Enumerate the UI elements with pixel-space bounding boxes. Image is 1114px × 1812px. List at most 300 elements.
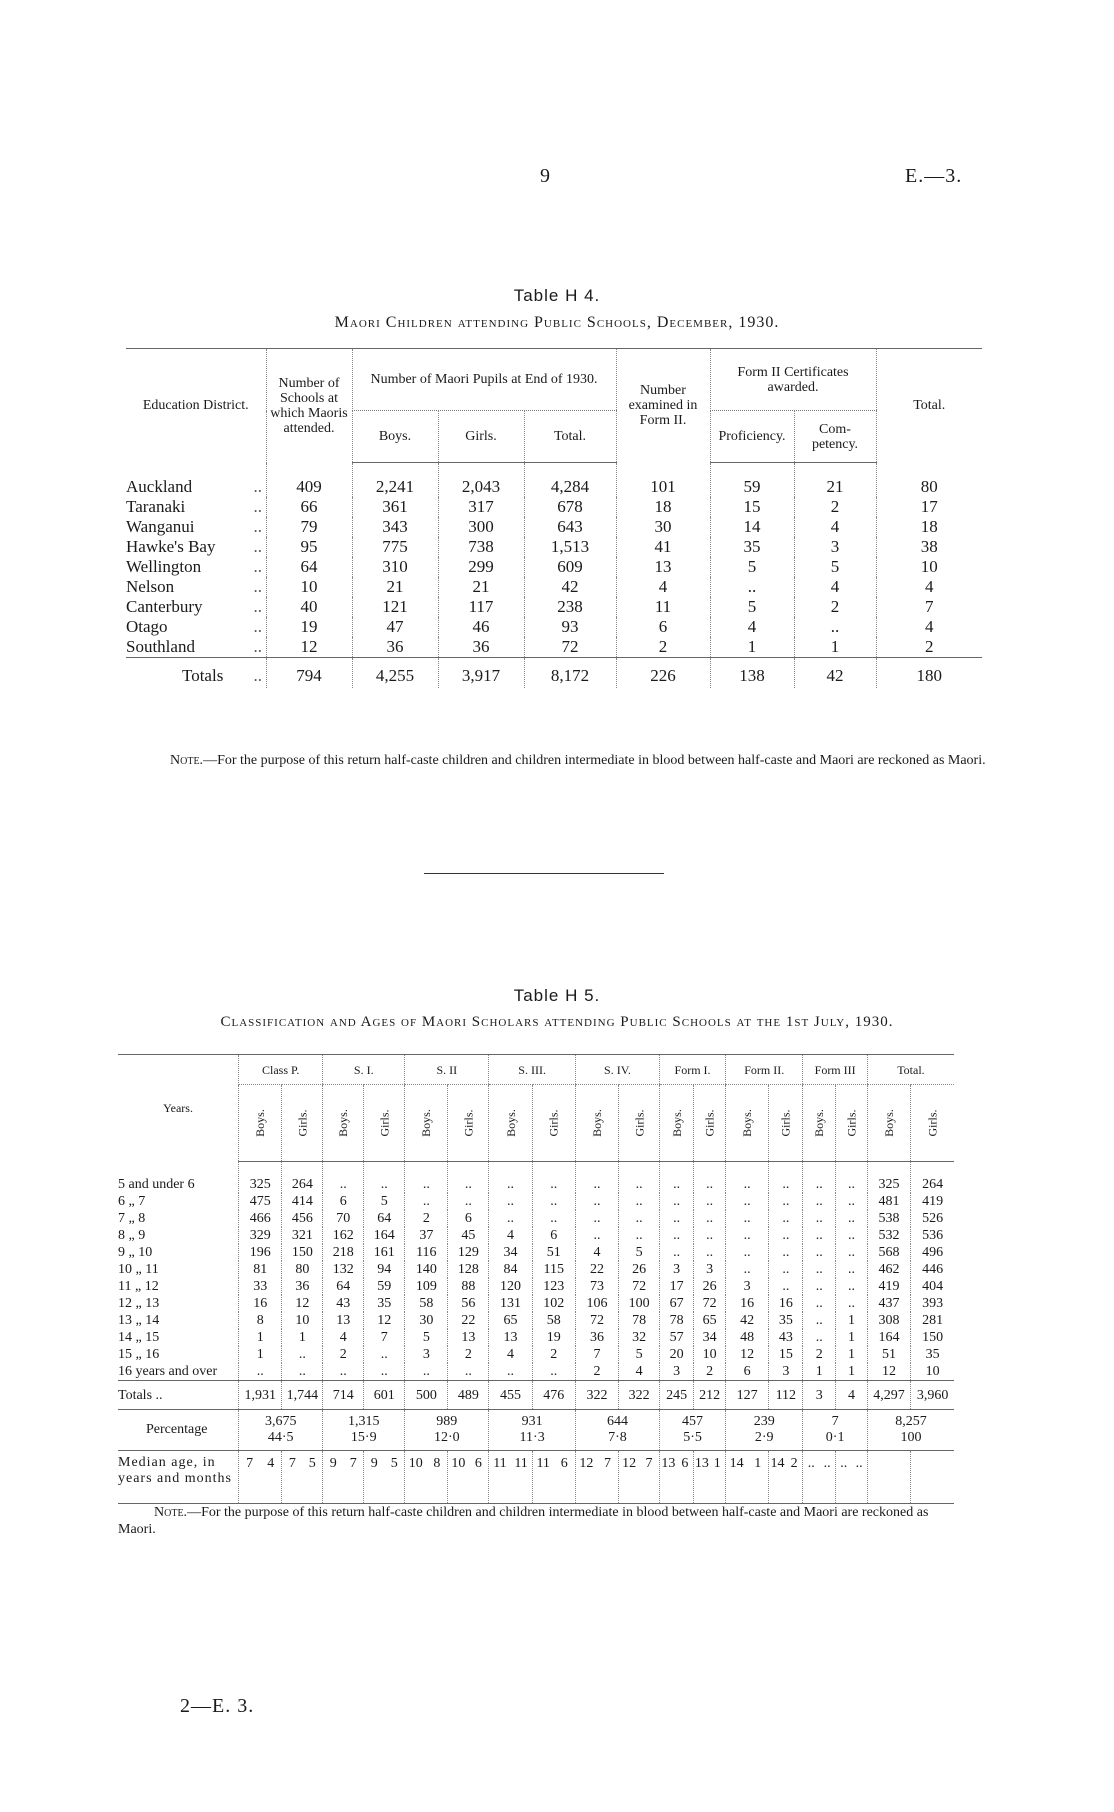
h5-cell: 16: [239, 1295, 282, 1312]
h5-cell: 78: [619, 1312, 660, 1329]
h5-median-cell: [489, 1451, 532, 1504]
h4-head-district: Education District.: [126, 349, 266, 463]
h5-cell: 500: [405, 1381, 448, 1410]
h4-cell: 299: [438, 557, 524, 577]
h4-row: [126, 517, 982, 537]
h5-cell: 56: [448, 1295, 489, 1312]
h5-cell: 526: [911, 1210, 954, 1227]
h4-cell: 80: [876, 463, 982, 498]
h5-cell: ..: [726, 1261, 769, 1278]
h4-row: [126, 617, 982, 637]
h5-cell: 65: [489, 1312, 532, 1329]
page-footer: 2—E. 3.: [180, 1695, 255, 1717]
h4-head-girls: Girls.: [438, 411, 524, 463]
median-months: 7: [349, 1456, 357, 1471]
h5-cell: ..: [694, 1244, 726, 1261]
h4-note: [126, 752, 986, 769]
h5-cell: ..: [803, 1329, 836, 1346]
h5-cell: ..: [726, 1162, 769, 1194]
h5-head-boys: [405, 1085, 448, 1162]
h5-cell: ..: [803, 1312, 836, 1329]
h5-cell: 4: [489, 1346, 532, 1363]
h4-cell: 36: [352, 637, 438, 658]
h5-cell: ..: [405, 1193, 448, 1210]
h5-cell: 475: [239, 1193, 282, 1210]
h5-cell: 73: [575, 1278, 618, 1295]
h4-cell: 361: [352, 497, 438, 517]
median-months: 5: [308, 1456, 316, 1471]
median-years: 9: [329, 1456, 337, 1471]
h5-head-label: Girls.: [778, 1109, 793, 1137]
h5-cell: 12: [364, 1312, 405, 1329]
h5-cell: 2: [803, 1346, 836, 1363]
h4-cell: 42: [794, 658, 876, 689]
h4-district: [126, 497, 266, 517]
h5-group-count: 7: [831, 1414, 839, 1429]
h4-cell: 4,255: [352, 658, 438, 689]
median-years: 11: [493, 1456, 507, 1471]
h4-cell: 79: [266, 517, 352, 537]
h5-median-cell: [405, 1451, 448, 1504]
h5-cell: ..: [660, 1162, 694, 1194]
h5-cell: 4: [836, 1381, 868, 1410]
table-h4: [126, 348, 982, 688]
leader-dots: ..: [253, 637, 262, 656]
h5-cell: 20: [660, 1346, 694, 1363]
h5-group-percent: 7·8: [608, 1430, 627, 1445]
h5-cell: 12: [867, 1363, 910, 1381]
h4-cell: 310: [352, 557, 438, 577]
h5-cell: ..: [532, 1210, 575, 1227]
h5-row-label: 6 „ 7: [118, 1194, 146, 1209]
h4-head-competency: Com- petency.: [794, 411, 876, 463]
h5-cell: ..: [489, 1363, 532, 1381]
h5-median-cell: [867, 1451, 910, 1504]
h5-cell: ..: [323, 1363, 364, 1381]
h5-cell: 419: [911, 1193, 954, 1210]
page-number: 9: [540, 165, 550, 187]
h5-cell: 4: [619, 1363, 660, 1381]
h5-cell: 5: [619, 1244, 660, 1261]
h5-cell: 10: [694, 1346, 726, 1363]
h5-cell: 150: [282, 1244, 323, 1261]
h4-district: [126, 537, 266, 557]
h5-cell: 218: [323, 1244, 364, 1261]
h5-group-count: 239: [753, 1414, 775, 1429]
h5-cell: 59: [364, 1278, 405, 1295]
median-months: 7: [645, 1456, 653, 1471]
h5-cell: 325: [239, 1162, 282, 1194]
h5-cell: ..: [803, 1227, 836, 1244]
h5-head-boys: [239, 1085, 282, 1162]
h5-cell: 714: [323, 1381, 364, 1410]
h5-cell: 6: [448, 1210, 489, 1227]
h4-cell: 138: [710, 658, 794, 689]
h5-cell: 13: [489, 1329, 532, 1346]
h5-cell: ..: [660, 1210, 694, 1227]
h5-cell: ..: [282, 1346, 323, 1363]
h5-median-cell: [619, 1451, 660, 1504]
h5-cell: ..: [489, 1210, 532, 1227]
h5-median-cell: [694, 1451, 726, 1504]
h4-district-name: Totals: [182, 666, 224, 685]
h5-cell: 120: [489, 1278, 532, 1295]
h5-group-percent: 12·0: [433, 1430, 460, 1445]
h5-group-head: S. I.: [323, 1055, 405, 1085]
h4-totals-row: [126, 658, 982, 689]
h5-cell: 264: [911, 1162, 954, 1194]
h5-head-label: Girls.: [546, 1109, 561, 1137]
h4-cell: 101: [616, 463, 710, 498]
h4-cell: 643: [524, 517, 616, 537]
h5-head-label: Girls.: [632, 1109, 647, 1137]
h5-cell: 6: [726, 1363, 769, 1381]
section-divider: [424, 873, 664, 874]
h4-cell: 2: [876, 637, 982, 658]
h5-group-count: 931: [521, 1414, 543, 1429]
h4-cell: 21: [438, 577, 524, 597]
h5-group-count: 8,257: [895, 1414, 927, 1429]
h5-cell: 1: [282, 1329, 323, 1346]
h4-cell: 41: [616, 537, 710, 557]
h4-cell: 21: [794, 463, 876, 498]
h5-cell: 2: [694, 1363, 726, 1381]
h4-cell: 30: [616, 517, 710, 537]
h5-cell: ..: [660, 1244, 694, 1261]
h5-cell: 5: [405, 1329, 448, 1346]
h5-row-label: 10 „ 11: [118, 1262, 159, 1277]
h5-row: [118, 1210, 954, 1227]
h4-cell: 36: [438, 637, 524, 658]
h5-cell: 58: [532, 1312, 575, 1329]
h5-cell: 3: [803, 1381, 836, 1410]
h4-cell: 95: [266, 537, 352, 557]
leader-dots: ..: [253, 597, 262, 616]
h5-cell: 2: [448, 1346, 489, 1363]
h4-cell: 4: [794, 577, 876, 597]
h5-cell: 6: [532, 1227, 575, 1244]
h5-row: [118, 1278, 954, 1295]
h5-cell: 164: [867, 1329, 910, 1346]
h5-cell: 5: [364, 1193, 405, 1210]
h5-cell: 164: [364, 1227, 405, 1244]
table-h4-subtitle: Maori Children attending Public Schools, December, 1930.: [334, 314, 780, 331]
h5-note-text: —For the purpose of this return half-caste children and children intermediate in blood between half-caste and Maori are reckoned as Maori.: [118, 1505, 929, 1537]
h5-cell: 601: [364, 1381, 405, 1410]
h5-cell: 35: [769, 1312, 803, 1329]
h5-group-count: 3,675: [264, 1414, 297, 1429]
h4-cell: 117: [438, 597, 524, 617]
h5-cell: 34: [694, 1329, 726, 1346]
h5-group-percent: 5·5: [683, 1430, 702, 1445]
h4-cell: 238: [524, 597, 616, 617]
h5-cell: 8: [239, 1312, 282, 1329]
h5-cell: ..: [836, 1261, 868, 1278]
h5-head-label: Girls.: [702, 1109, 717, 1137]
h5-cell: ..: [803, 1244, 836, 1261]
h5-cell: 456: [282, 1210, 323, 1227]
h4-cell: 121: [352, 597, 438, 617]
h5-cell: ..: [726, 1210, 769, 1227]
table-h5-subtitle: Classification and Ages of Maori Scholars attending Public Schools at the 1st July, 1930.: [220, 1014, 894, 1030]
h5-row-label: 9 „ 10: [118, 1245, 153, 1260]
h4-cell: ..: [710, 577, 794, 597]
h4-cell: 18: [616, 497, 710, 517]
h4-note-label: Note.: [170, 753, 204, 768]
h5-cell: ..: [323, 1162, 364, 1194]
h5-cell: 2: [575, 1363, 618, 1381]
h5-group-head: Form II.: [726, 1055, 803, 1085]
h5-cell: 264: [282, 1162, 323, 1194]
h5-median-cell: [911, 1451, 954, 1504]
median-years: 12: [622, 1456, 637, 1471]
h5-cell: 538: [867, 1210, 910, 1227]
h5-group-head: S. III.: [489, 1055, 575, 1085]
h5-cell: ..: [448, 1193, 489, 1210]
h5-cell: 19: [532, 1329, 575, 1346]
h5-cell: ..: [489, 1162, 532, 1194]
h5-cell: 43: [323, 1295, 364, 1312]
h5-head-girls: [364, 1085, 405, 1162]
h5-cell: 196: [239, 1244, 282, 1261]
h4-cell: 17: [876, 497, 982, 517]
h4-cell: 300: [438, 517, 524, 537]
h5-head-label: Girls.: [295, 1109, 310, 1137]
h5-cell: 3: [769, 1363, 803, 1381]
h5-cell: 4,297: [867, 1381, 910, 1410]
h5-row: [118, 1295, 954, 1312]
h4-head-schools: Number of Schools at which Maoris attended.: [266, 349, 352, 463]
h5-cell: ..: [619, 1162, 660, 1194]
h4-cell: 64: [266, 557, 352, 577]
h5-cell: 132: [323, 1261, 364, 1278]
h5-cell: 496: [911, 1244, 954, 1261]
h5-row-label: 13 „ 14: [118, 1313, 160, 1328]
h5-cell: 129: [448, 1244, 489, 1261]
h5-percentage-row: [118, 1410, 954, 1451]
h5-head-girls: [911, 1085, 954, 1162]
median-years: 9: [370, 1456, 378, 1471]
h5-cell: 42: [726, 1312, 769, 1329]
h5-cell: 404: [911, 1278, 954, 1295]
h5-cell: 437: [867, 1295, 910, 1312]
h5-cell: 1: [836, 1329, 868, 1346]
h4-cell: 15: [710, 497, 794, 517]
h5-cell: 281: [911, 1312, 954, 1329]
table-h4-title: Table H 4.: [513, 286, 601, 305]
h4-district: [126, 637, 266, 658]
h5-cell: 48: [726, 1329, 769, 1346]
median-years: 13: [694, 1456, 709, 1471]
median-months: 5: [390, 1456, 398, 1471]
h5-cell: ..: [803, 1278, 836, 1295]
h4-head-pupil-total: Total.: [524, 411, 616, 463]
h4-district: [126, 597, 266, 617]
h5-head-girls: [532, 1085, 575, 1162]
h5-cell: ..: [660, 1193, 694, 1210]
h5-group-percent: 0·1: [825, 1430, 845, 1445]
h4-cell: 2: [616, 637, 710, 658]
h5-cell: 446: [911, 1261, 954, 1278]
h5-median-cell: [803, 1451, 836, 1504]
h5-cell: 30: [405, 1312, 448, 1329]
h4-row: [126, 557, 982, 577]
h4-head-pupils: Number of Maori Pupils at End of 1930.: [352, 349, 616, 411]
h5-cell: ..: [619, 1227, 660, 1244]
h5-group-count: 989: [436, 1414, 458, 1429]
median-years: 13: [661, 1456, 676, 1471]
h5-head-label: Boys.: [253, 1109, 268, 1137]
h4-cell: 42: [524, 577, 616, 597]
h5-cell: 161: [364, 1244, 405, 1261]
h5-head-girls: [694, 1085, 726, 1162]
h4-row: [126, 537, 982, 557]
h5-cell: 3: [660, 1363, 694, 1381]
h5-cell: ..: [836, 1210, 868, 1227]
h5-cell: 329: [239, 1227, 282, 1244]
h5-cell: 489: [448, 1381, 489, 1410]
h5-cell: ..: [239, 1363, 282, 1381]
h5-cell: 3: [726, 1278, 769, 1295]
h5-median-cell: [364, 1451, 405, 1504]
h4-cell: 775: [352, 537, 438, 557]
h5-percentage-cell: [803, 1410, 868, 1451]
h5-cell: ..: [726, 1244, 769, 1261]
h5-group-head: Class P.: [239, 1055, 323, 1085]
h4-district-name: Auckland: [126, 476, 193, 496]
h4-cell: 317: [438, 497, 524, 517]
h5-cell: ..: [364, 1162, 405, 1194]
h4-totals-label: [126, 658, 266, 689]
h5-cell: 22: [448, 1312, 489, 1329]
h5-cell: ..: [836, 1227, 868, 1244]
leader-dots: ..: [253, 537, 262, 556]
h4-cell: 5: [794, 557, 876, 577]
h5-cell: 33: [239, 1278, 282, 1295]
h4-cell: 409: [266, 463, 352, 498]
leader-dots: ..: [253, 666, 262, 685]
h5-cell: 1: [803, 1363, 836, 1381]
h5-cell: 102: [532, 1295, 575, 1312]
h4-cell: 10: [266, 577, 352, 597]
h5-head-years: Years.: [118, 1055, 239, 1162]
h4-cell: 93: [524, 617, 616, 637]
h5-cell: 115: [532, 1261, 575, 1278]
h5-head-label: Boys.: [336, 1109, 351, 1137]
h4-cell: 72: [524, 637, 616, 658]
median-months: 7: [604, 1456, 612, 1471]
h5-cell: 7: [364, 1329, 405, 1346]
h5-cell: 3: [405, 1346, 448, 1363]
h5-cell: 13: [448, 1329, 489, 1346]
h5-head-label: Girls.: [377, 1109, 392, 1137]
h4-cell: 8,172: [524, 658, 616, 689]
h5-cell: 414: [282, 1193, 323, 1210]
h5-cell: 88: [448, 1278, 489, 1295]
h5-group-head: Total.: [867, 1055, 954, 1085]
median-years: 10: [408, 1456, 423, 1471]
h4-row: [126, 637, 982, 658]
median-months: 6: [681, 1456, 689, 1471]
h5-median-cell: [532, 1451, 575, 1504]
h4-head-total: Total.: [876, 349, 982, 463]
h5-median-row: [118, 1451, 954, 1504]
h4-cell: 4: [876, 617, 982, 637]
h5-head-boys: [867, 1085, 910, 1162]
h5-row: [118, 1312, 954, 1329]
h5-head-label: Boys.: [812, 1109, 827, 1137]
h4-cell: 4: [710, 617, 794, 637]
h5-cell: 51: [532, 1244, 575, 1261]
h5-head-boys: [575, 1085, 618, 1162]
h5-cell: 35: [911, 1346, 954, 1363]
h5-cell: 45: [448, 1227, 489, 1244]
h5-cell: 476: [532, 1381, 575, 1410]
h5-row: [118, 1193, 954, 1210]
h5-cell: 36: [575, 1329, 618, 1346]
h5-cell: ..: [405, 1162, 448, 1194]
median-years: 11: [536, 1456, 550, 1471]
h5-cell: 106: [575, 1295, 618, 1312]
h5-cell: 321: [282, 1227, 323, 1244]
h5-cell: 109: [405, 1278, 448, 1295]
h5-row-label: 8 „ 9: [118, 1228, 146, 1243]
h4-cell: 2: [794, 497, 876, 517]
h5-head-boys: [323, 1085, 364, 1162]
h5-cell: ..: [803, 1261, 836, 1278]
h4-cell: ..: [794, 617, 876, 637]
h5-cell: 1: [836, 1363, 868, 1381]
h5-cell: 462: [867, 1261, 910, 1278]
h5-cell: ..: [726, 1227, 769, 1244]
h5-cell: 22: [575, 1261, 618, 1278]
h5-cell: ..: [619, 1210, 660, 1227]
h5-cell: 7: [575, 1346, 618, 1363]
h5-cell: 568: [867, 1244, 910, 1261]
h4-cell: 5: [710, 557, 794, 577]
h5-cell: 72: [619, 1278, 660, 1295]
h5-group-head: Form I.: [660, 1055, 726, 1085]
h4-row: [126, 463, 982, 498]
h5-body: [118, 1162, 954, 1504]
h5-cell: 94: [364, 1261, 405, 1278]
h5-cell: 1: [239, 1346, 282, 1363]
h5-cell: 4: [489, 1227, 532, 1244]
h5-percentage-cell: [726, 1410, 803, 1451]
h5-cell: 4: [323, 1329, 364, 1346]
h5-cell: 308: [867, 1312, 910, 1329]
h5-head-boys: [803, 1085, 836, 1162]
h4-cell: 40: [266, 597, 352, 617]
h5-cell: 64: [364, 1210, 405, 1227]
h5-cell: 43: [769, 1329, 803, 1346]
h4-cell: 59: [710, 463, 794, 498]
h5-median-cell: [836, 1451, 868, 1504]
h5-cell: 3: [694, 1261, 726, 1278]
median-months: 6: [560, 1456, 568, 1471]
h5-cell: 123: [532, 1278, 575, 1295]
h5-row: [118, 1329, 954, 1346]
h5-cell: 2: [323, 1346, 364, 1363]
h5-group-percent: 44·5: [267, 1430, 294, 1445]
h5-cell: 2: [405, 1210, 448, 1227]
h5-percentage-cell: [575, 1410, 659, 1451]
h4-district: [126, 577, 266, 597]
h5-head-label: Boys.: [669, 1109, 684, 1137]
h4-cell: 1: [794, 637, 876, 658]
h5-cell: ..: [694, 1162, 726, 1194]
h5-cell: ..: [532, 1162, 575, 1194]
